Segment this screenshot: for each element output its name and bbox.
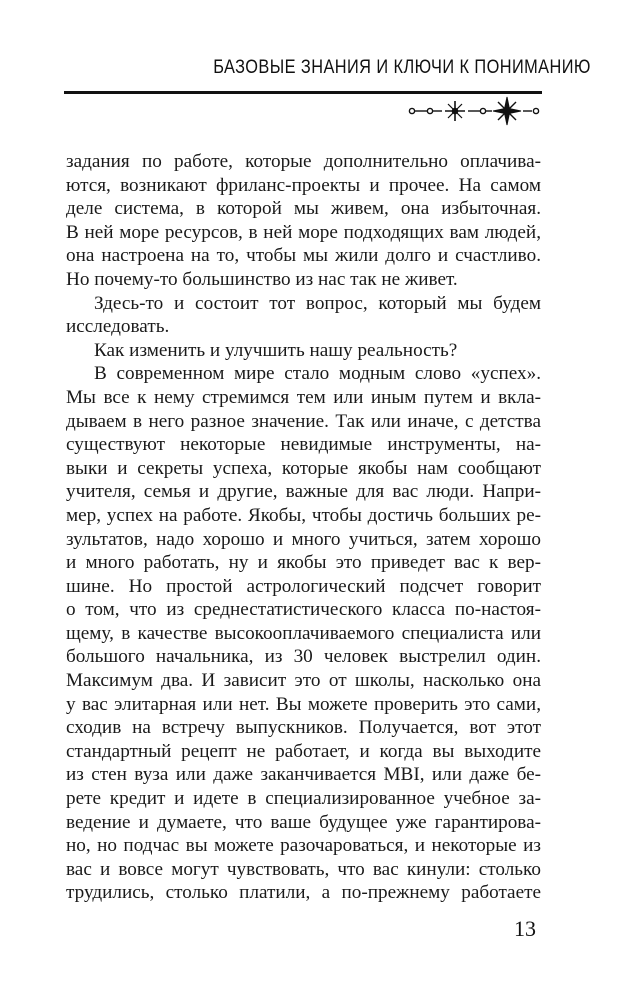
text-line: Но почему-то большинство из нас так не живет. xyxy=(66,268,458,290)
text-line: вас и вовсе могут чувствовать, что вас кинули: столько xyxy=(66,858,541,880)
text-line: ются, возникают фриланс-проекты и прочее. На самом xyxy=(66,174,541,196)
text-line: учителя, семья и другие, важные для вас люди. Напри- xyxy=(66,481,541,503)
text-line: мер, успех на работе. Якобы, чтобы достичь больших ре- xyxy=(66,504,541,526)
text-line: ведение и думаете, что ваше будущее уже гарантирова- xyxy=(66,811,541,833)
text-line: из стен вуза или даже заканчивается MBI, или даже бе- xyxy=(66,764,541,786)
text-line: выки и секреты успеха, которые якобы нам сообщают xyxy=(66,457,541,479)
text-line: большого начальника, из 30 человек выстрелил один. xyxy=(66,646,541,668)
text-line: и много работать, ну и якобы это приведет вас к вер- xyxy=(66,552,541,574)
text-line: стандартный рецепт не работает, и когда вы выходите xyxy=(66,740,541,762)
page-number: 13 xyxy=(514,916,536,941)
text-line: щему, в качестве высокооплачиваемого специалиста или xyxy=(66,622,541,644)
text-line: Как изменить и улучшить нашу реальность? xyxy=(94,339,458,361)
text-line: исследовать. xyxy=(66,316,170,338)
text-line: В ней море ресурсов, в ней море подходящих вам людей, xyxy=(66,221,541,243)
running-header-title: БАЗОВЫЕ ЗНАНИЯ И КЛЮЧИ К ПОНИМАНИЮ xyxy=(213,57,591,78)
text-line: но, но подчас вы можете разочароваться, и некоторые из xyxy=(66,835,541,857)
text-line: трудились, столько платили, а по-прежнему работаете xyxy=(66,882,541,904)
star-flourish-ornament-icon xyxy=(408,96,540,126)
text-line: существуют некоторые невидимые инструменты, на- xyxy=(66,434,541,456)
text-line: рете кредит и идете в специализированное учебное за- xyxy=(66,788,541,810)
text-line: о том, что из среднестатистического класса по-настоя- xyxy=(66,599,541,621)
text-line: задания по работе, которые дополнительно оплачива- xyxy=(66,151,541,172)
text-line: сходив на встречу выпускников. Получается, вот этот xyxy=(66,717,541,739)
text-line: дываем в него разное значение. Так или иначе, с детства xyxy=(66,410,541,432)
text-line: В современном мире стало модным слово «успех». xyxy=(94,363,541,385)
text-line: она настроена на то, чтобы мы жили долго и счастливо. xyxy=(66,245,541,267)
text-line: у вас элитарная или нет. Вы можете проверить это сами, xyxy=(66,693,541,715)
header-rule xyxy=(64,91,542,94)
text-line: деле система, в которой мы живем, она избыточная. xyxy=(66,198,541,220)
text-line: шине. Но простой астрологический подсчет говорит xyxy=(66,575,541,597)
text-line: Здесь-то и состоит тот вопрос, который мы будем xyxy=(94,292,541,314)
body-text xyxy=(66,150,541,905)
text-line: Мы все к нему стремимся тем или иным путем и вкла- xyxy=(66,386,541,408)
text-line: Максимум два. И зависит это от школы, насколько она xyxy=(66,670,541,692)
text-line: зультатов, надо хорошо и много учиться, затем хорошо xyxy=(66,528,541,550)
